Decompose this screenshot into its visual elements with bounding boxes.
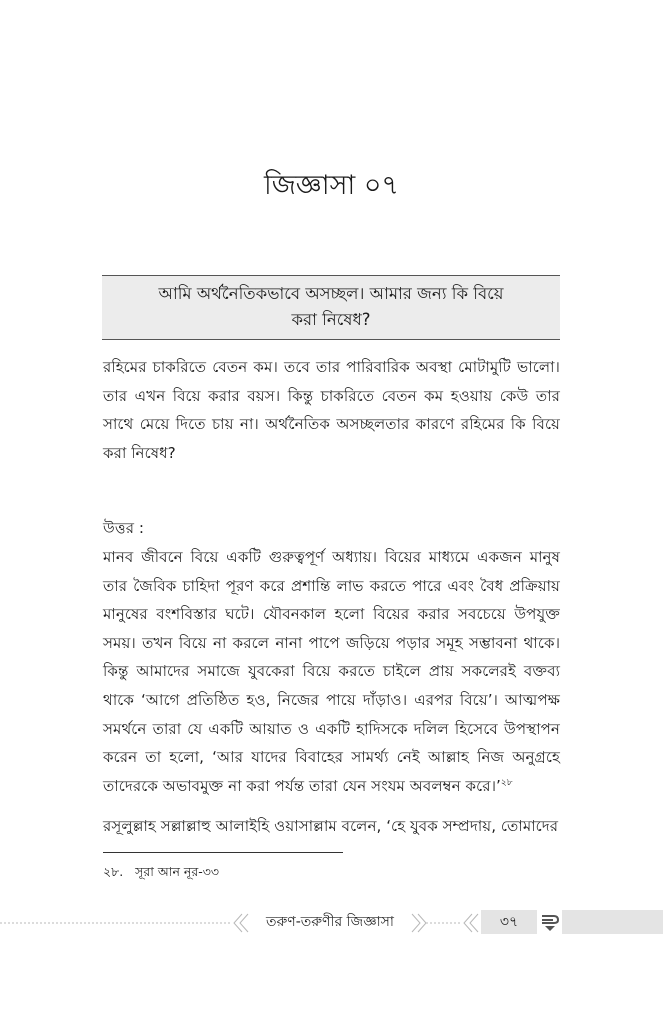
- answer-paragraph-text: [103, 543, 560, 800]
- answer-paragraph: [103, 543, 560, 800]
- question-line-2: করা নিষেধ?: [291, 310, 371, 329]
- footnote-divider: [103, 852, 343, 853]
- question-paragraph: [103, 353, 560, 467]
- question-line-1: আমি অর্থনৈতিকভাবে অসচ্ছল। আমার জন্য কি বিয়ে: [158, 284, 504, 303]
- running-footer-title: তরুণ-তরুণীর জিজ্ঞাসা: [266, 914, 394, 930]
- footnote-reference: ২৮: [500, 777, 513, 788]
- footer-bar: [562, 910, 663, 934]
- footnote-text: সূরা আন নূর-৩৩: [135, 864, 219, 879]
- footnote-number: ২৮.: [103, 864, 124, 879]
- chapter-title: জিজ্ঞাসা ০৭: [264, 170, 399, 201]
- question-box: [102, 275, 560, 340]
- page-number: ৩৭: [499, 914, 519, 930]
- answer-text: মানব জীবনে বিয়ে একটি গুরুত্বপূর্ণ অধ্যায়। বিয়ের মাধ্যমে একজন মানুষ তার জৈবিক চাহিদা পূরণ করে প্রশান্তি লাভ করতে পারে এবং বৈধ প্রক্রিয়ায় মানুষের বংশবিস্তার ঘটে। যৌবনকাল হলো বিয়ের করার সবচেয়ে উপযুক্ত সময়। তখন বিয়ে না করলে নানা পাপে জড়িয়ে পড়ার সমূহ সম্ভাবনা থাকে। কিন্তু আমাদের সমাজে যুবকেরা বিয়ে করতে চাইলে প্রায় সকলেরই বক্তব্য থাকে ‘আগে প্রতিষ্ঠিত হও, নিজের পায়ে দাঁড়াও। এরপর বিয়ে’। আত্মপক্ষ সমর্থনে তারা যে একটি আয়াত ও একটি হাদিসকে দলিল হিসেবে উপস্থাপন করেন তা হলো, ‘আর যাদের বিবাহের সামর্থ্য নেই আল্লাহ নিজ অনুগ্রহে তাদেরকে অভাবমুক্ত না করা পর্যন্ত তারা যেন সংযম অবলম্বন করে।’: [103, 548, 560, 795]
- continuation-line: রসূলুল্লাহ সল্লাল্লাহু আলাইহি ওয়াসাল্লাম বলেন, ‘হে যুবক সম্প্রদায়, তোমাদের: [103, 817, 559, 835]
- answer-label: উত্তর :: [103, 519, 144, 537]
- question-paragraph-text: রহিমের চাকরিতে বেতন কম। তবে তার পারিবারিক অবস্থা মোটামুটি ভালো। তার এখন বিয়ে করার বয়স। কিন্তু চাকরিতে বেতন কম হওয়ায় কেউ তার সাথে মেয়ে দিতে চায় না। অর্থনৈতিক অসচ্ছলতার কারণে রহিমের কি বিয়ে করা নিষেধ?: [103, 358, 560, 462]
- publisher-logo-icon: [538, 910, 562, 934]
- footnote: [103, 862, 219, 882]
